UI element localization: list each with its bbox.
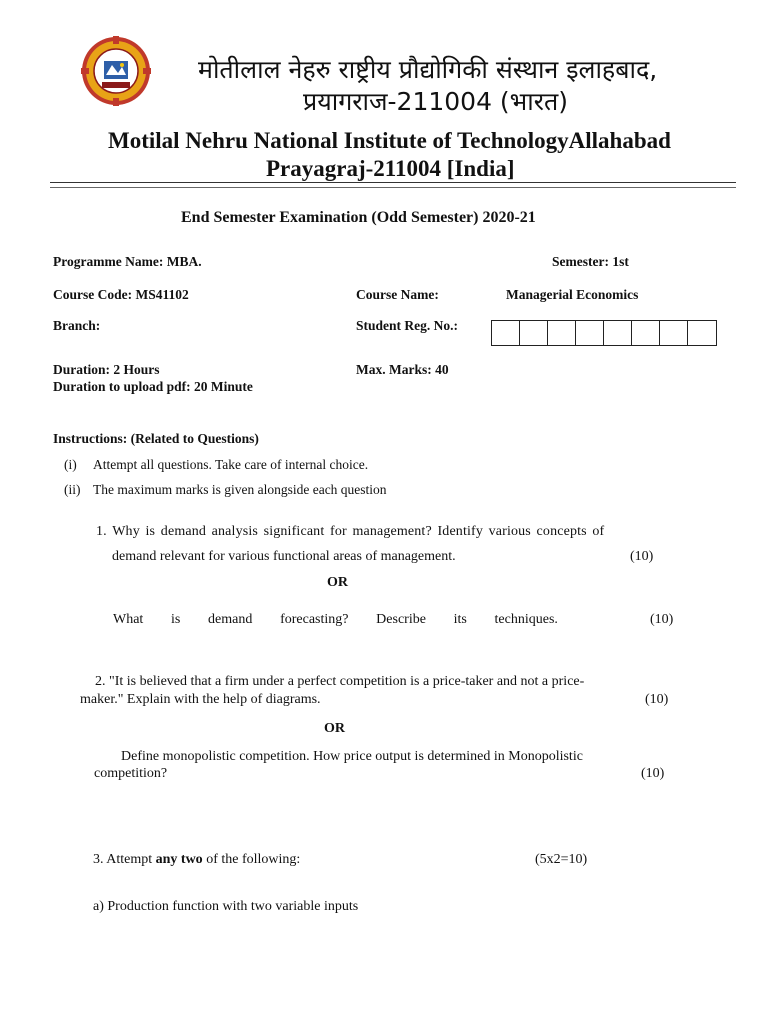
course-name-label: Course Name: [356, 287, 439, 302]
question-2-marks: (10) [645, 692, 669, 707]
header-rule-bottom [50, 187, 736, 188]
institute-location: Prayagraj-211004 [India] [266, 156, 515, 181]
question-1-line1: 1. Why is demand analysis significant for management? Identify various concepts of [96, 524, 605, 539]
course-name: Managerial Economics [506, 287, 639, 302]
max-marks: Max. Marks: 40 [356, 362, 449, 377]
reg-digit-box [520, 321, 548, 345]
reg-digit-box [688, 321, 716, 345]
course-code: Course Code: MS41102 [53, 287, 189, 302]
exam-title: End Semester Examination (Odd Semester) 2020-21 [181, 209, 536, 226]
question-3-prompt [93, 852, 300, 868]
question-1-marks: (10) [630, 549, 654, 564]
question-word: its [453, 612, 467, 627]
programme-name: Programme Name: MBA. [53, 254, 202, 269]
reg-digit-box [660, 321, 688, 345]
student-reg-label: Student Reg. No.: [356, 318, 459, 333]
question-2-alternative-line2: competition? [94, 766, 168, 781]
question-1-alternative [113, 612, 558, 628]
question-word: demand [208, 612, 253, 627]
question-3-option-a: a) Production function with two variable inputs [93, 899, 359, 914]
institute-name-english: Motilal Nehru National Institute of TechnologyAllahabad [108, 128, 671, 153]
question-word: Describe [376, 612, 426, 627]
institute-name-hindi-line1: मोतीलाल नेहरु राष्ट्रीय प्रौद्योगिकी संस्थान इलाहबाद, [198, 55, 658, 84]
question-word: What [113, 612, 144, 627]
student-reg-boxes [491, 320, 717, 346]
instruction-number: (ii) [64, 482, 81, 497]
question-1-alternative-marks: (10) [650, 612, 674, 627]
question-2-line1: 2. "It is believed that a firm under a perfect competition is a price-taker and not a price- [95, 674, 585, 689]
institute-logo [80, 35, 152, 107]
or-separator-1: OR [327, 575, 348, 590]
question-1-line2: demand relevant for various functional areas of management. [112, 549, 456, 564]
question-3-emphasis: any two [155, 852, 203, 867]
semester: Semester: 1st [552, 254, 629, 269]
question-3-prefix: 3. Attempt [93, 852, 156, 867]
duration: Duration: 2 Hours [53, 362, 160, 377]
question-word: is [171, 612, 181, 627]
question-2-line2: maker." Explain with the help of diagrams. [80, 692, 321, 707]
question-2-alternative-marks: (10) [641, 766, 665, 781]
question-word: techniques. [494, 612, 558, 627]
header-rule-top [50, 182, 736, 183]
instruction-text: Attempt all questions. Take care of internal choice. [93, 457, 369, 472]
reg-digit-box [604, 321, 632, 345]
reg-digit-box [576, 321, 604, 345]
instruction-number: (i) [64, 457, 77, 472]
question-word: forecasting? [280, 612, 349, 627]
branch: Branch: [53, 318, 101, 333]
reg-digit-box [492, 321, 520, 345]
instruction-text: The maximum marks is given alongside each question [93, 482, 387, 497]
or-separator-2: OR [324, 721, 345, 736]
instructions-heading: Instructions: (Related to Questions) [53, 431, 259, 446]
reg-digit-box [548, 321, 576, 345]
question-3-suffix: of the following: [202, 852, 301, 867]
institute-name-hindi-line2: प्रयागराज-211004 (भारत) [303, 87, 568, 116]
upload-duration: Duration to upload pdf: 20 Minute [53, 379, 253, 394]
question-3-marks: (5x2=10) [535, 852, 588, 867]
reg-digit-box [632, 321, 660, 345]
question-2-alternative-line1: Define monopolistic competition. How price output is determined in Monopolistic [121, 749, 583, 764]
